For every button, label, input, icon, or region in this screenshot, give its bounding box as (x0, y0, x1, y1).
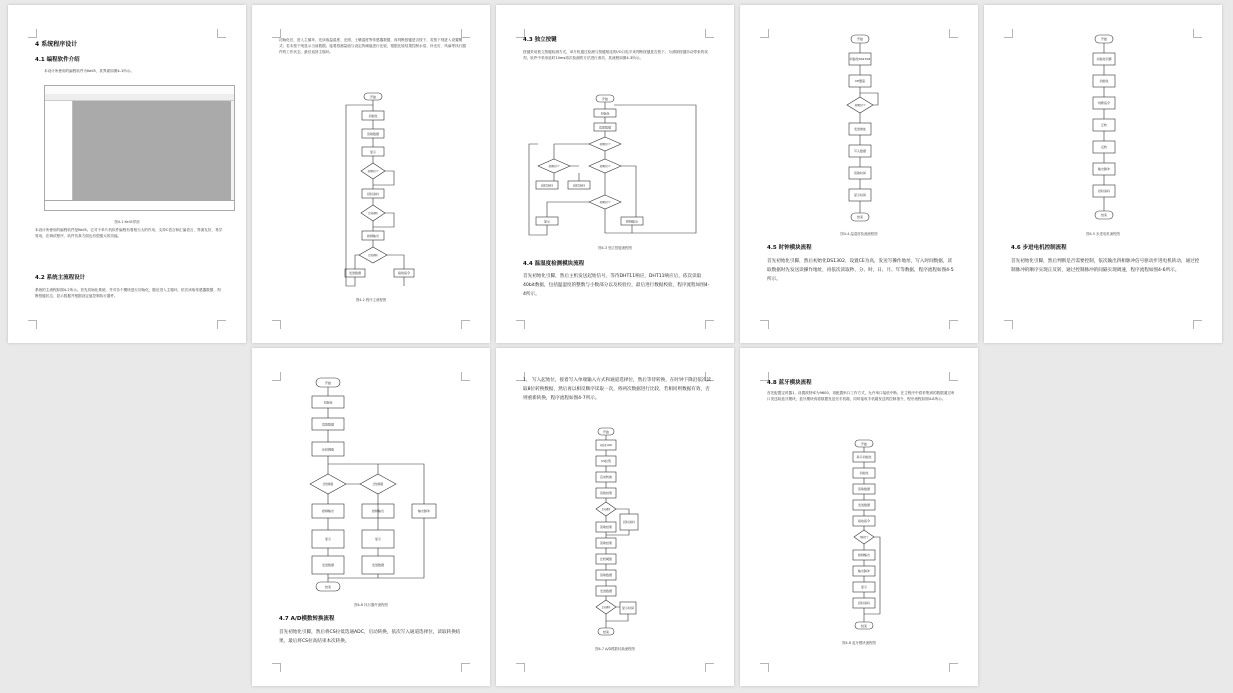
flow-decision-label: 按键按下? (367, 170, 379, 173)
flow-process-label: 显示 (543, 219, 551, 224)
flow-process-label: 发送数据 (857, 503, 871, 507)
figure-caption: 图4-6 执行器件流程图 (354, 603, 388, 607)
document-page-7 (496, 348, 734, 686)
flow-process-label: 读取结果 (599, 541, 613, 545)
crop-mark (461, 320, 470, 329)
flow-process-label: 延时消抖 (857, 601, 871, 605)
flow-process-label: 控制输出 (371, 509, 385, 513)
flow-process-label: 判断指令 (1097, 101, 1111, 105)
paragraph: 首先配置定时器1，设置波特率为9600，再配置串口工作方式，允许串口接收中断。在主程序中将采集到的数据通过串口发送给蓝牙模块，蓝牙模块再将数据发送至手机端，同时接收手机端发送的控制指令，程序流程如图4-8所示。 (767, 391, 955, 401)
paragraph: 首先初始化引脚，然后判断是否需要控制，依次输出四相脉冲信号驱动步进电机转动，通过控制脉冲的顺序实现正反转，通过控制脉冲的间隔实现调速，程序流程如图4-6所示。 (1011, 259, 1200, 273)
flow-process-label: 串口初始化 (856, 455, 872, 459)
flow-process-label: 读取数据 (599, 573, 613, 577)
flow-process-label: 接收指令 (397, 271, 411, 275)
document-page-4 (740, 5, 978, 343)
flow-process-label: 读取时间 (853, 171, 867, 175)
section-heading: 4.4 温湿度检测模块流程 (523, 261, 585, 267)
flow-process-label: 发送数据 (599, 589, 613, 593)
flow-process-label: 读取数据 (321, 422, 335, 427)
flow-process-label: 读取数据 (857, 487, 871, 491)
flow-process-label: 读取数据 (598, 125, 612, 130)
flow-process-label: CE置高 (855, 79, 865, 83)
document-page-6 (252, 348, 490, 686)
crop-mark (272, 372, 281, 381)
flow-process-label: 输出脉冲 (1097, 167, 1111, 171)
flow-process-label: 延时消抖 (540, 183, 554, 188)
flow-process-label: 反转 (1100, 145, 1108, 149)
screenshot-project-tree (45, 101, 73, 200)
section-heading: 4.8 蓝牙模块流程 (767, 380, 812, 386)
paragraph: 本设计所使用的编程软件是Keil5。它对于单片机软件编程有着相当大的作用，支持C语言和汇编语言，界面友好，易学易用，在调试程序、软件仿真方面也有很强大的功能。 (35, 228, 223, 238)
figure-caption: 图4-8 蓝牙模块流程图 (842, 641, 876, 645)
crop-mark (949, 663, 958, 672)
flow-process-label: 发送数据 (371, 563, 385, 567)
flow-process-label: 发送数据 (321, 563, 335, 567)
document-page-5 (984, 5, 1222, 343)
flow-process-label: 控制输出 (857, 553, 871, 557)
paragraph: 首先初始化引脚，然后将CS拉低选通ADC，启动转换，依次写入通道选择位，读取转换结果，最后将CS拉高结束本次转换。 (279, 630, 461, 644)
document-page-1 (8, 5, 246, 343)
section-heading: 4.1 编程软件介绍 (35, 57, 80, 63)
flow-decision-label: 比较阈值 (601, 606, 611, 609)
screenshot-editor-area (73, 101, 231, 200)
flow-process-label: 初始化 (600, 111, 610, 116)
flow-process-label: 显示 (860, 585, 868, 589)
flow-decision-label: 按键按下? (599, 201, 611, 204)
crop-mark (1004, 29, 1013, 38)
paragraph: 系统的主流程如图4-2所示。首先初始化系统，并对各个模块进行初始化，随后进入主循环，依次读取传感器数据、判断按键状态、显示数据并根据设定值控制执行器件。 (35, 288, 221, 298)
figure-caption: 图4-3 独立按键流程图 (598, 246, 632, 250)
flow-process-label: 显示 (374, 537, 382, 541)
flow-process-label: 比较阈值 (321, 447, 335, 452)
flow-process-label: 接收指令 (857, 519, 871, 523)
crop-mark (272, 320, 281, 329)
crop-mark (705, 663, 714, 672)
flow-decision-label: 按键按下? (548, 165, 560, 168)
flow-process-label: 发送数据 (348, 271, 362, 275)
paragraph: 首先初始化引脚，然后初始化DS1302，设置CE为高，发送写操作地址，写入时间数据，读取数据时先发送读操作地址，再依次读取秒、分、时、日、月、年等数据，程序流程如图4-5所示。 (767, 259, 954, 282)
crop-mark (760, 320, 769, 329)
figure-caption: 图4-5 步进电机流程图 (1086, 232, 1120, 236)
crop-mark (760, 663, 769, 672)
crop-mark (516, 320, 525, 329)
flow-process-label: 显示时间 (853, 193, 867, 197)
screenshot-output-panel (45, 200, 234, 210)
flow-process-label: 延时消抖 (622, 520, 636, 524)
flow-start-label: 开始 (601, 97, 609, 102)
chapter-heading: 4 系统程序设计 (35, 41, 78, 48)
flow-start-label: 开始 (856, 37, 864, 42)
section-heading: 4.3 独立按键 (523, 37, 557, 43)
flow-decision-label: 比较阈值 (368, 212, 378, 215)
adc-flowchart (592, 426, 652, 642)
crop-mark (461, 372, 470, 381)
flow-process-label: 控制输出 (321, 509, 335, 513)
section-heading: 4.6 步进电机控制流程 (1011, 245, 1067, 251)
section-heading: 4.5 时钟模块流程 (767, 245, 812, 251)
crop-mark (28, 29, 37, 38)
crop-mark (949, 372, 958, 381)
flow-process-label: 写入数据 (853, 149, 867, 153)
figure-caption: 图4-7 A/D模数转换流程图 (595, 647, 635, 651)
flow-process-label: 延时消抖 (572, 183, 586, 188)
screenshot-toolbar (45, 94, 234, 101)
flow-decision-label: 判断指令 (859, 536, 869, 539)
flow-process-label: 延时消抖 (1097, 189, 1111, 193)
paragraph: 本设计所使用的编程软件为Keil5，其界面如图4-1所示。 (44, 69, 135, 73)
crop-mark (1193, 320, 1202, 329)
flow-end-label: 结束 (324, 585, 332, 589)
document-page-8 (740, 348, 978, 686)
crop-mark (705, 29, 714, 38)
flow-process-label: 控制输出 (625, 219, 639, 224)
paragraph: 1、 写入起始位，接着写入单端输入方式和通道选择位，然后等待转换，在时钟下降沿依次读取8位转换数据，然后再以相反顺序读取一次，将两次数据进行比较，若相同则数据有效，否则重新转换，程序流程如图4-7所示。 (523, 378, 712, 401)
crop-mark (949, 320, 958, 329)
flow-process-label: 控制输出 (366, 234, 380, 238)
flow-start-label: 开始 (1100, 37, 1108, 42)
bluetooth-flowchart (844, 438, 884, 634)
flow-decision-label: 比较阈值 (368, 254, 378, 257)
flow-process-label: 读取数据 (366, 132, 380, 136)
flow-process-label: 初始化ADC (599, 444, 613, 447)
software-screenshot (44, 85, 235, 211)
flow-process-label: 初始化DS1302 (849, 57, 871, 61)
flow-decision-label: 按键按下? (854, 104, 866, 107)
crop-mark (28, 320, 37, 329)
flow-process-label: 初始化引脚 (1096, 57, 1112, 61)
flow-decision-label: 按键按下? (599, 143, 611, 146)
flow-start-label: 开始 (369, 95, 377, 100)
crop-mark (217, 29, 226, 38)
crop-mark (272, 663, 281, 672)
flow-process-label: 输出脉冲 (417, 509, 431, 513)
flow-end-label: 结束 (860, 624, 868, 628)
flow-process-label: 正转 (1100, 123, 1108, 127)
main-flowchart (342, 91, 432, 291)
flow-process-label: 显示时间 (621, 606, 635, 610)
paragraph: 按键采用独立按键检测方式，单片机通过检测与按键相连的I/O口电平来判断按键是否按下。为消除按键抖动带来的误判，软件中采用延时10ms再次检测的方法进行消抖，其流程如图4-3所示。 (523, 50, 708, 60)
flow-decision-label: 比较阈值 (322, 483, 334, 486)
flow-process-label: 输出脉冲 (857, 569, 871, 573)
crop-mark (1193, 29, 1202, 38)
paragraph: 初始化后，进入主循环，先读取温湿度、光照、土壤湿度等传感器数据，再判断按键是否按下，若按下则进入设置模式；若未按下则显示当前数据。接着将测量值与设定的阈值进行比较，根据比较结果控制水泵、补光灯、风扇等执行器件的工作状态，最后返回主循环。 (279, 38, 466, 54)
flow-decision-label: 比较阈值 (372, 483, 384, 486)
figure-caption: 图4-2 程序主流程图 (355, 298, 387, 302)
flow-decision-label: 比较阈值 (601, 508, 611, 511)
flow-process-label: 启动转换 (599, 475, 613, 479)
paragraph: 首先初始化引脚，然后主机发送起始信号，等待DHT11响应，DHT11响应后，依次读取40bit数据，包括温湿度的整数与小数部分以及校验位，最后进行数据校验，程序流程如图4-4所示。 (523, 274, 710, 297)
flow-decision-label: 按键按下? (599, 165, 611, 168)
flow-end-label: 结束 (602, 630, 610, 634)
figure-caption: 图4-1 Keil5界面 (114, 220, 140, 224)
flow-process-label: 延时消抖 (366, 192, 380, 196)
flow-process-label: 初始化 (859, 471, 869, 475)
flow-process-label: 读取结果 (599, 491, 613, 495)
flow-process-label: 显示 (324, 537, 332, 541)
document-page-3 (496, 5, 734, 343)
flow-start-label: 开始 (860, 442, 868, 446)
flow-process-label: 比较阈值 (599, 557, 613, 561)
flow-process-label: 初始化 (323, 400, 333, 405)
crop-mark (516, 663, 525, 672)
flow-start-label: 开始 (324, 381, 332, 385)
crop-mark (461, 663, 470, 672)
flow-end-label: 结束 (1100, 213, 1108, 218)
flow-process-label: CS拉低 (601, 459, 611, 463)
crop-mark (1004, 320, 1013, 329)
flow-end-label: 结束 (856, 215, 864, 220)
flow-process-label: 初始化 (368, 114, 378, 118)
crop-mark (705, 320, 714, 329)
motor-flowchart (1084, 33, 1124, 229)
flow-process-label: 显示 (369, 150, 377, 154)
actuator-flowchart (302, 376, 442, 594)
flow-process-label: 发送地址 (853, 127, 867, 131)
figure-caption: 图4-4 温湿度检测流程图 (840, 232, 878, 236)
clock-flowchart (840, 33, 880, 229)
crop-mark (217, 320, 226, 329)
flow-start-label: 开始 (602, 430, 610, 434)
flow-process-label: 读取结果 (599, 525, 613, 529)
flow-process-label: 初始化 (1099, 79, 1109, 83)
document-page-2 (252, 5, 490, 343)
crop-mark (949, 29, 958, 38)
section-heading: 4.7 A/D模数转换流程 (279, 616, 335, 622)
key-flowchart (526, 93, 706, 243)
crop-mark (760, 29, 769, 38)
section-heading: 4.2 系统主流程设计 (35, 275, 86, 281)
